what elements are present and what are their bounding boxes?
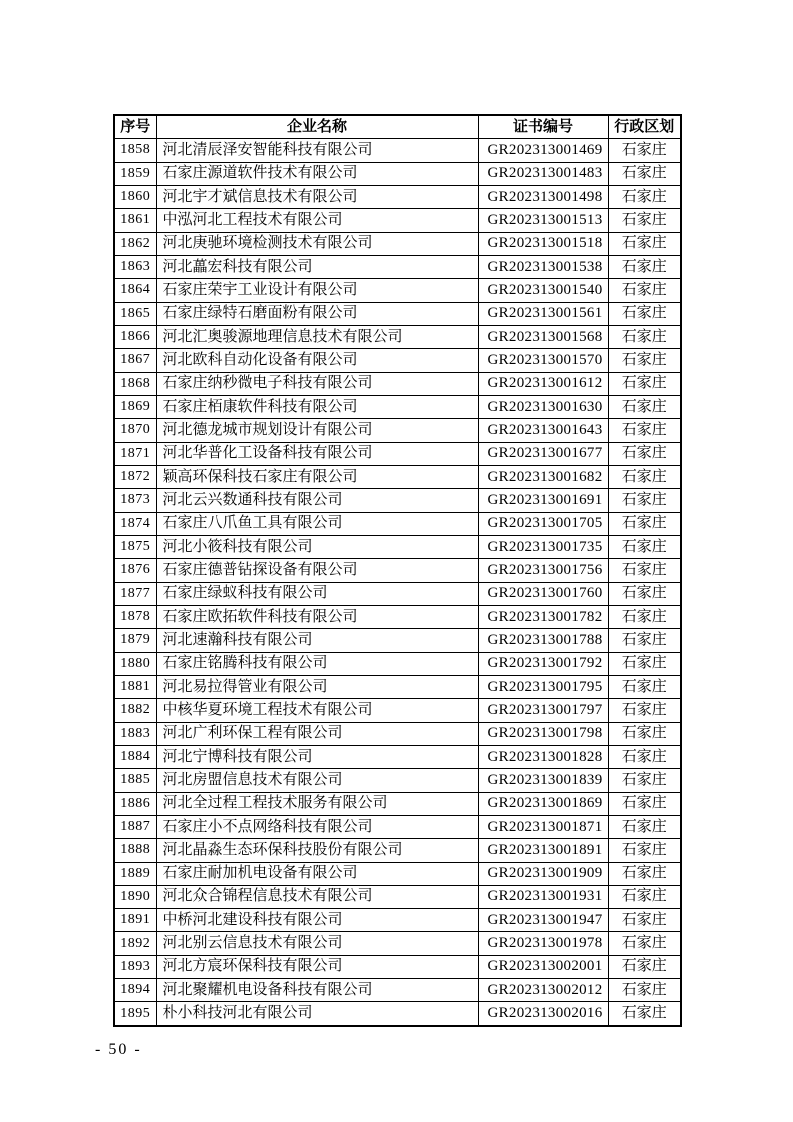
company-name-cell: 河北清辰泽安智能科技有限公司 <box>156 139 478 162</box>
serial-cell: 1889 <box>114 862 156 885</box>
table-row <box>114 769 681 792</box>
certificate-no-cell: GR202313001792 <box>478 652 608 675</box>
serial-cell: 1858 <box>114 139 156 162</box>
certificate-no-cell: GR202313001891 <box>478 839 608 862</box>
certificate-no-cell: GR202313001540 <box>478 279 608 302</box>
table-header <box>114 115 681 139</box>
company-name-cell: 河北广利环保工程有限公司 <box>156 722 478 745</box>
table-row <box>114 139 681 162</box>
company-name-cell: 河北众合锦程信息技术有限公司 <box>156 885 478 908</box>
company-name-cell: 石家庄纳秒微电子科技有限公司 <box>156 372 478 395</box>
certificate-no-cell: GR202313001947 <box>478 909 608 932</box>
certificate-no-cell: GR202313001869 <box>478 792 608 815</box>
serial-cell: 1876 <box>114 559 156 582</box>
region-cell: 石家庄 <box>608 209 681 232</box>
certificate-no-cell: GR202313001469 <box>478 139 608 162</box>
certificate-no-cell: GR202313001538 <box>478 255 608 278</box>
region-cell: 石家庄 <box>608 465 681 488</box>
certificate-no-cell: GR202313001828 <box>478 745 608 768</box>
company-name-cell: 中核华夏环境工程技术有限公司 <box>156 699 478 722</box>
serial-cell: 1888 <box>114 839 156 862</box>
certificate-no-cell: GR202313001871 <box>478 815 608 838</box>
certificate-no-cell: GR202313001978 <box>478 932 608 955</box>
company-name-cell: 河北宁博科技有限公司 <box>156 745 478 768</box>
company-name-cell: 石家庄德普钻探设备有限公司 <box>156 559 478 582</box>
region-cell: 石家庄 <box>608 535 681 558</box>
company-name-cell: 河北庚驰环境检测技术有限公司 <box>156 232 478 255</box>
serial-cell: 1890 <box>114 885 156 908</box>
table-row <box>114 792 681 815</box>
serial-cell: 1869 <box>114 395 156 418</box>
serial-cell: 1893 <box>114 955 156 978</box>
table-row <box>114 162 681 185</box>
serial-cell: 1870 <box>114 419 156 442</box>
region-cell: 石家庄 <box>608 349 681 372</box>
company-name-cell: 石家庄荣宇工业设计有限公司 <box>156 279 478 302</box>
company-name-cell: 河北汇奥骏源地理信息技术有限公司 <box>156 325 478 348</box>
region-cell: 石家庄 <box>608 232 681 255</box>
serial-cell: 1894 <box>114 979 156 1002</box>
certificate-no-cell: GR202313001797 <box>478 699 608 722</box>
header-row <box>114 115 681 139</box>
table-row <box>114 1002 681 1026</box>
serial-cell: 1881 <box>114 675 156 698</box>
serial-cell: 1892 <box>114 932 156 955</box>
serial-cell: 1895 <box>114 1002 156 1026</box>
table-row <box>114 209 681 232</box>
table-row <box>114 955 681 978</box>
table-row <box>114 675 681 698</box>
region-cell: 石家庄 <box>608 255 681 278</box>
company-name-cell: 河北方宸环保科技有限公司 <box>156 955 478 978</box>
certificate-no-cell: GR202313001498 <box>478 185 608 208</box>
company-name-cell: 朴小科技河北有限公司 <box>156 1002 478 1026</box>
serial-cell: 1873 <box>114 489 156 512</box>
serial-cell: 1867 <box>114 349 156 372</box>
table-row <box>114 652 681 675</box>
certificate-no-cell: GR202313001643 <box>478 419 608 442</box>
table-row <box>114 489 681 512</box>
company-name-cell: 河北速瀚科技有限公司 <box>156 629 478 652</box>
certificate-no-cell: GR202313001839 <box>478 769 608 792</box>
table-row <box>114 932 681 955</box>
serial-cell: 1883 <box>114 722 156 745</box>
serial-cell: 1863 <box>114 255 156 278</box>
serial-cell: 1891 <box>114 909 156 932</box>
table-row <box>114 885 681 908</box>
certificate-no-cell: GR202313001931 <box>478 885 608 908</box>
table-row <box>114 349 681 372</box>
company-name-cell: 河北欧科自动化设备有限公司 <box>156 349 478 372</box>
company-name-cell: 石家庄八爪鱼工具有限公司 <box>156 512 478 535</box>
company-name-cell: 河北房盟信息技术有限公司 <box>156 769 478 792</box>
region-cell: 石家庄 <box>608 442 681 465</box>
company-name-cell: 石家庄耐加机电设备有限公司 <box>156 862 478 885</box>
company-name-cell: 河北别云信息技术有限公司 <box>156 932 478 955</box>
company-name-cell: 河北易拉得管业有限公司 <box>156 675 478 698</box>
company-name-cell: 河北云兴数通科技有限公司 <box>156 489 478 512</box>
table-row <box>114 442 681 465</box>
table-row <box>114 372 681 395</box>
certificate-no-cell: GR202313002016 <box>478 1002 608 1026</box>
column-header-company-name: 企业名称 <box>156 115 478 139</box>
region-cell: 石家庄 <box>608 605 681 628</box>
serial-cell: 1868 <box>114 372 156 395</box>
company-name-cell: 河北小筱科技有限公司 <box>156 535 478 558</box>
company-name-cell: 中桥河北建设科技有限公司 <box>156 909 478 932</box>
company-name-cell: 河北全过程工程技术服务有限公司 <box>156 792 478 815</box>
certificate-no-cell: GR202313001513 <box>478 209 608 232</box>
column-header-serial: 序号 <box>114 115 156 139</box>
region-cell: 石家庄 <box>608 419 681 442</box>
region-cell: 石家庄 <box>608 1002 681 1026</box>
column-header-region: 行政区划 <box>608 115 681 139</box>
certificate-no-cell: GR202313001568 <box>478 325 608 348</box>
region-cell: 石家庄 <box>608 675 681 698</box>
serial-cell: 1880 <box>114 652 156 675</box>
serial-cell: 1866 <box>114 325 156 348</box>
company-name-cell: 石家庄欧拓软件科技有限公司 <box>156 605 478 628</box>
certificate-no-cell: GR202313001612 <box>478 372 608 395</box>
table-row <box>114 395 681 418</box>
company-name-cell: 石家庄绿特石磨面粉有限公司 <box>156 302 478 325</box>
serial-cell: 1860 <box>114 185 156 208</box>
certificate-no-cell: GR202313001561 <box>478 302 608 325</box>
table-body <box>114 139 681 1026</box>
table-row <box>114 185 681 208</box>
serial-cell: 1862 <box>114 232 156 255</box>
region-cell: 石家庄 <box>608 162 681 185</box>
company-name-cell: 河北晶淼生态环保科技股份有限公司 <box>156 839 478 862</box>
table-row <box>114 535 681 558</box>
certificate-no-cell: GR202313001682 <box>478 465 608 488</box>
region-cell: 石家庄 <box>608 489 681 512</box>
region-cell: 石家庄 <box>608 582 681 605</box>
table-row <box>114 909 681 932</box>
region-cell: 石家庄 <box>608 862 681 885</box>
certificate-no-cell: GR202313001795 <box>478 675 608 698</box>
certificate-no-cell: GR202313001909 <box>478 862 608 885</box>
region-cell: 石家庄 <box>608 559 681 582</box>
table-row <box>114 255 681 278</box>
region-cell: 石家庄 <box>608 302 681 325</box>
serial-cell: 1864 <box>114 279 156 302</box>
serial-cell: 1861 <box>114 209 156 232</box>
table-row <box>114 512 681 535</box>
table-row <box>114 232 681 255</box>
serial-cell: 1872 <box>114 465 156 488</box>
certificate-no-cell: GR202313001691 <box>478 489 608 512</box>
certificate-no-cell: GR202313002001 <box>478 955 608 978</box>
serial-cell: 1871 <box>114 442 156 465</box>
serial-cell: 1884 <box>114 745 156 768</box>
company-name-cell: 中泓河北工程技术有限公司 <box>156 209 478 232</box>
table-row <box>114 605 681 628</box>
table-row <box>114 722 681 745</box>
serial-cell: 1887 <box>114 815 156 838</box>
region-cell: 石家庄 <box>608 699 681 722</box>
company-name-cell: 石家庄栢康软件科技有限公司 <box>156 395 478 418</box>
table-row <box>114 862 681 885</box>
certificate-table <box>113 114 682 1027</box>
region-cell: 石家庄 <box>608 769 681 792</box>
company-name-cell: 河北藟宏科技有限公司 <box>156 255 478 278</box>
serial-cell: 1885 <box>114 769 156 792</box>
region-cell: 石家庄 <box>608 395 681 418</box>
table-row <box>114 559 681 582</box>
region-cell: 石家庄 <box>608 139 681 162</box>
certificate-no-cell: GR202313001705 <box>478 512 608 535</box>
certificate-no-cell: GR202313001570 <box>478 349 608 372</box>
certificate-no-cell: GR202313001735 <box>478 535 608 558</box>
serial-cell: 1875 <box>114 535 156 558</box>
serial-cell: 1874 <box>114 512 156 535</box>
serial-cell: 1886 <box>114 792 156 815</box>
company-name-cell: 河北聚耀机电设备科技有限公司 <box>156 979 478 1002</box>
serial-cell: 1878 <box>114 605 156 628</box>
certificate-no-cell: GR202313002012 <box>478 979 608 1002</box>
company-name-cell: 河北宇才斌信息技术有限公司 <box>156 185 478 208</box>
serial-cell: 1865 <box>114 302 156 325</box>
certificate-no-cell: GR202313001760 <box>478 582 608 605</box>
table-row <box>114 629 681 652</box>
region-cell: 石家庄 <box>608 722 681 745</box>
region-cell: 石家庄 <box>608 885 681 908</box>
certificate-no-cell: GR202313001630 <box>478 395 608 418</box>
certificate-no-cell: GR202313001798 <box>478 722 608 745</box>
table-row <box>114 582 681 605</box>
region-cell: 石家庄 <box>608 629 681 652</box>
table-row <box>114 815 681 838</box>
certificate-no-cell: GR202313001483 <box>478 162 608 185</box>
serial-cell: 1879 <box>114 629 156 652</box>
company-name-cell: 河北德龙城市规划设计有限公司 <box>156 419 478 442</box>
page-number: - 50 - <box>95 1041 142 1058</box>
region-cell: 石家庄 <box>608 909 681 932</box>
certificate-no-cell: GR202313001788 <box>478 629 608 652</box>
company-name-cell: 石家庄铭腾科技有限公司 <box>156 652 478 675</box>
company-name-cell: 石家庄源道软件技术有限公司 <box>156 162 478 185</box>
certificate-no-cell: GR202313001782 <box>478 605 608 628</box>
region-cell: 石家庄 <box>608 279 681 302</box>
region-cell: 石家庄 <box>608 325 681 348</box>
region-cell: 石家庄 <box>608 839 681 862</box>
table-row <box>114 979 681 1002</box>
company-name-cell: 颖高环保科技石家庄有限公司 <box>156 465 478 488</box>
serial-cell: 1877 <box>114 582 156 605</box>
region-cell: 石家庄 <box>608 372 681 395</box>
company-name-cell: 石家庄小不点网络科技有限公司 <box>156 815 478 838</box>
table-row <box>114 325 681 348</box>
region-cell: 石家庄 <box>608 815 681 838</box>
table-row <box>114 279 681 302</box>
company-name-cell: 石家庄绿蚁科技有限公司 <box>156 582 478 605</box>
serial-cell: 1882 <box>114 699 156 722</box>
certificate-no-cell: GR202313001756 <box>478 559 608 582</box>
table-row <box>114 699 681 722</box>
certificate-no-cell: GR202313001518 <box>478 232 608 255</box>
region-cell: 石家庄 <box>608 652 681 675</box>
certificate-no-cell: GR202313001677 <box>478 442 608 465</box>
table-row <box>114 465 681 488</box>
serial-cell: 1859 <box>114 162 156 185</box>
table-row <box>114 839 681 862</box>
region-cell: 石家庄 <box>608 955 681 978</box>
region-cell: 石家庄 <box>608 512 681 535</box>
column-header-certificate-no: 证书编号 <box>478 115 608 139</box>
region-cell: 石家庄 <box>608 792 681 815</box>
table-row <box>114 302 681 325</box>
table-row <box>114 745 681 768</box>
region-cell: 石家庄 <box>608 932 681 955</box>
company-name-cell: 河北华普化工设备科技有限公司 <box>156 442 478 465</box>
region-cell: 石家庄 <box>608 979 681 1002</box>
region-cell: 石家庄 <box>608 745 681 768</box>
region-cell: 石家庄 <box>608 185 681 208</box>
table-row <box>114 419 681 442</box>
